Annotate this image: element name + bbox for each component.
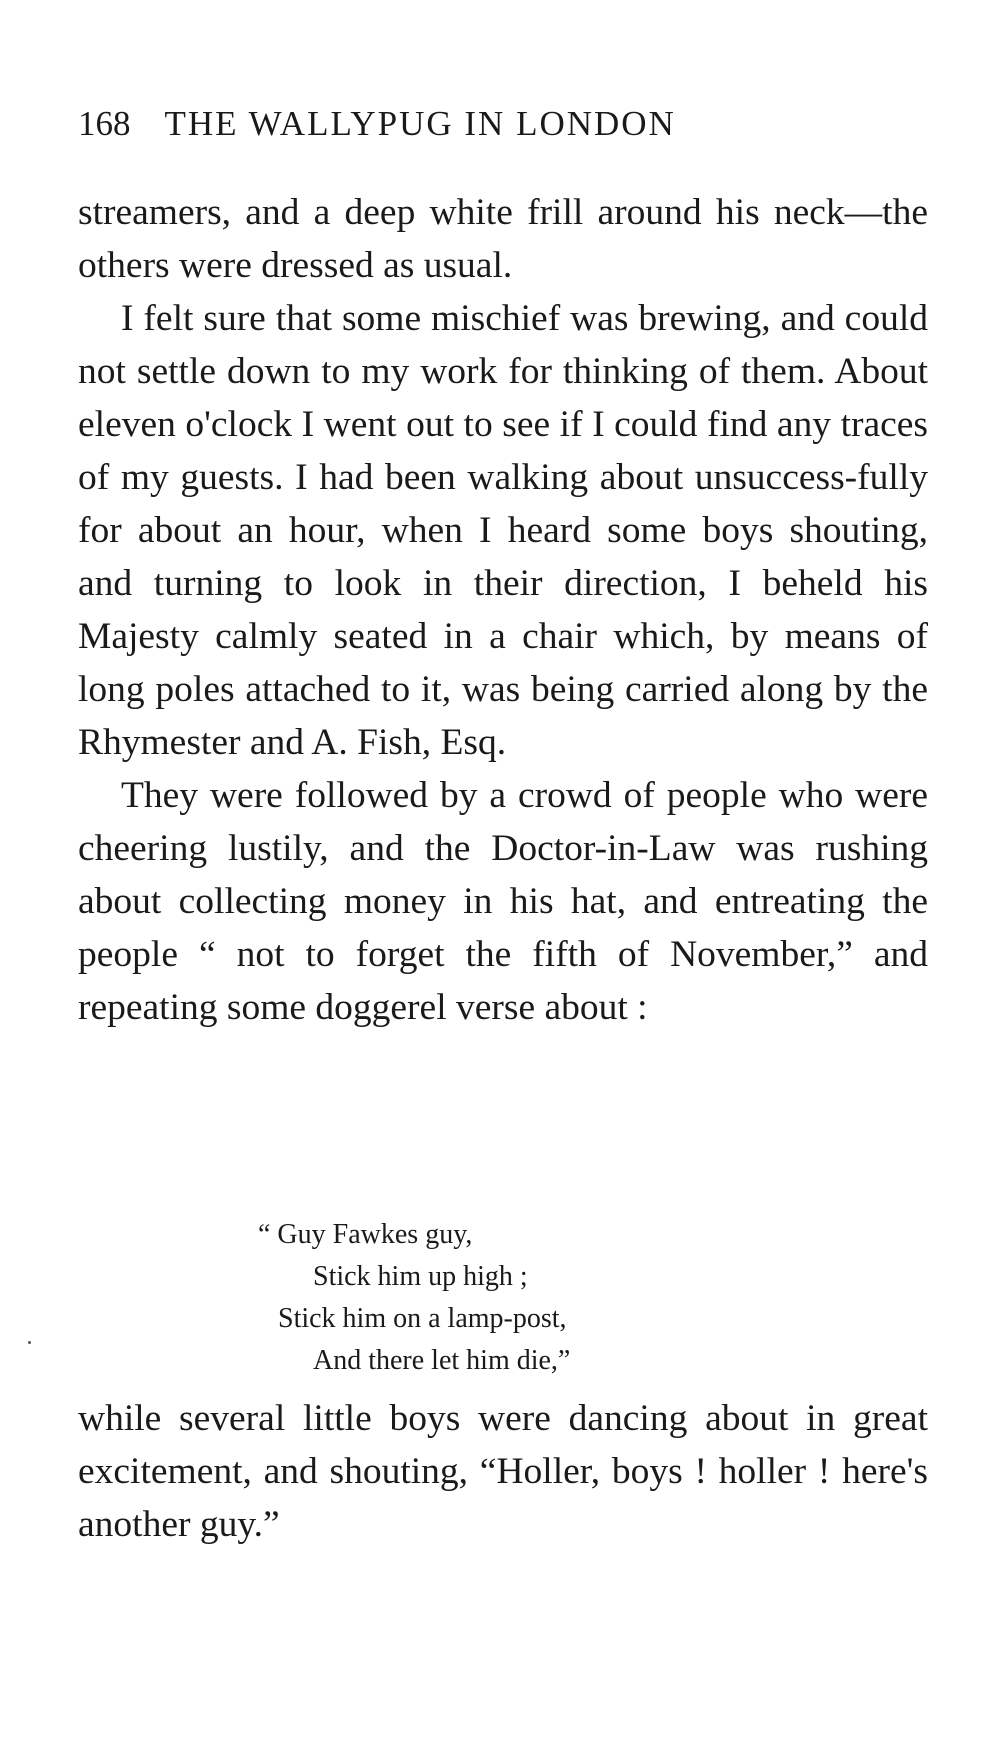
paragraph-closing: while several little boys were dancing about in great excitement, and shouting, “Holler, boys ! holler ! here's another guy.” [78, 1398, 928, 1545]
running-header [78, 104, 928, 144]
paragraph-crowd: They were followed by a crowd of people who were cheering lustily, and the Doctor-in-Law was rushing about collecting money in his hat, and entreating the people “ not to forget the fifth of November,” and repeating some doggerel verse about : [78, 775, 928, 1028]
verse-block [258, 1214, 570, 1382]
print-speck [28, 1341, 31, 1344]
book-page [78, 0, 928, 1763]
page-number: 168 [78, 104, 131, 143]
running-title: THE WALLYPUG IN LONDON [164, 104, 676, 143]
verse-line: “ Guy Fawkes guy, [258, 1219, 473, 1250]
verse-line: Stick him up high ; [313, 1261, 528, 1292]
paragraph-mischief: I felt sure that some mischief was brewing, and could not settle down to my work for thinking of them. About eleven o'clock I went out to see if I could find any traces of my guests. I had been walking about unsuccess-fully for about an hour, when I heard some boys shouting, and turning to look in their direction, I beheld his Majesty calmly seated in a chair which, by means of long poles attached to it, was being carried along by the Rhymester and A. Fish, Esq. [78, 298, 928, 763]
body-text [78, 186, 928, 1034]
paragraph-continued: streamers, and a deep white frill around his neck—the others were dressed as usual. [78, 192, 928, 286]
body-text-after-verse [78, 1392, 928, 1551]
verse-line: Stick him on a lamp-post, [278, 1303, 567, 1334]
verse-line: And there let him die,” [313, 1345, 571, 1376]
